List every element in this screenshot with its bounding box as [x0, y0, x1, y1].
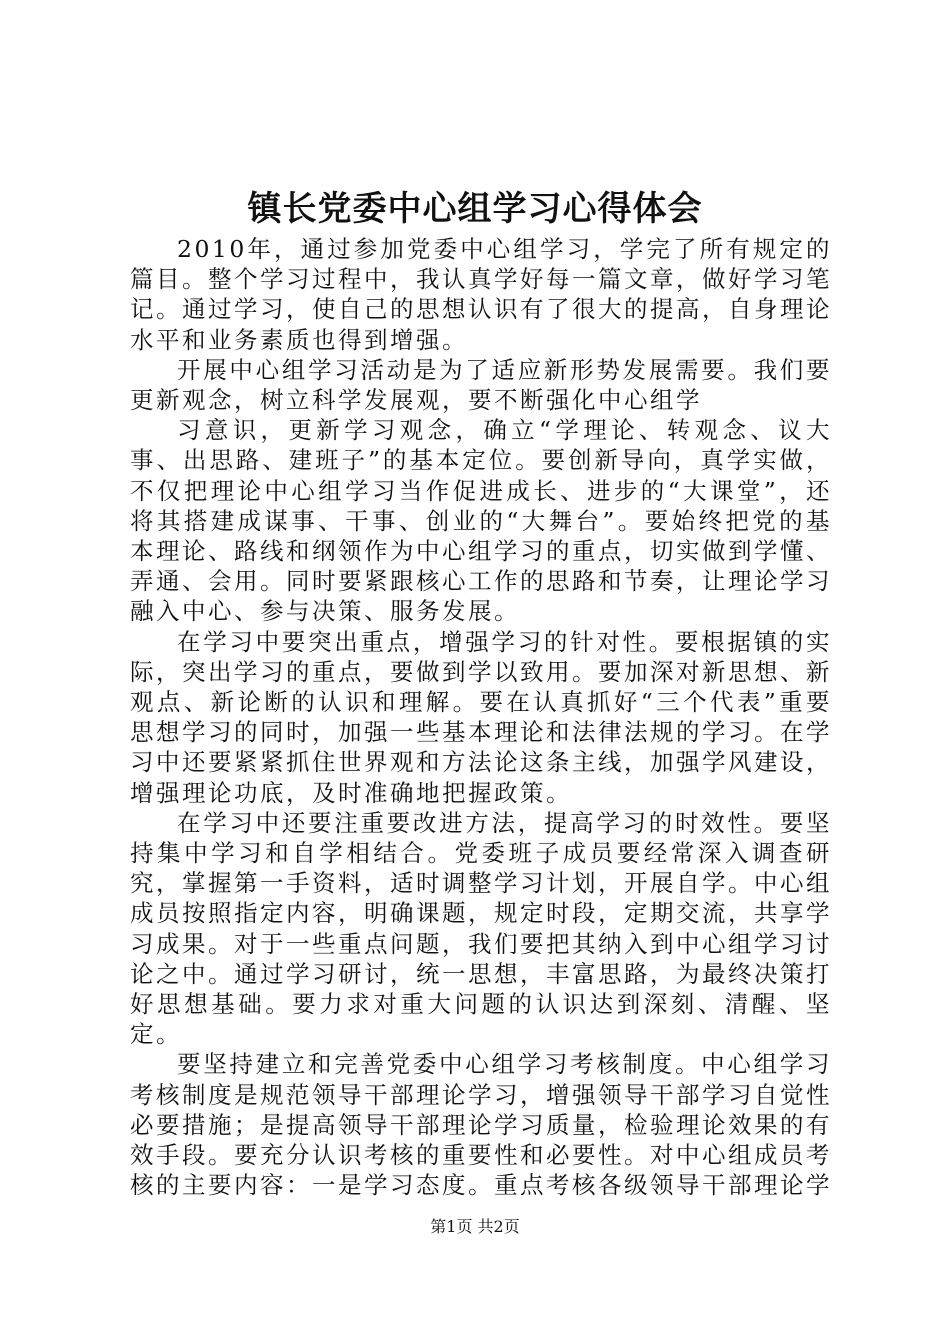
page-number-footer: 第1页 共2页 — [430, 1217, 520, 1236]
paragraph: 开展中心组学习活动是为了适应新形势发展需要。我们要更新观念，树立科学发展观，要不断强化中心组学 — [130, 355, 832, 415]
paragraph: 要坚持建立和完善党委中心组学习考核制度。中心组学习考核制度是规范领导干部理论学习，增强领导干部学习自觉性必要措施；是提高领导干部理论学习质量，检验理论效果的有效手段。要充分认识考核的重要性和必要性。对中心组成员考核的主要内容：一是学习态度。重点考核各级领导干部理论学 — [130, 1050, 832, 1200]
document-title: 镇长党委中心组学习心得体会 — [247, 189, 703, 229]
document-body — [130, 234, 832, 1201]
paragraph: 在学习中要突出重点，增强学习的针对性。要根据镇的实际，突出学习的重点，要做到学以致用。要加深对新思想、新观点、新论断的认识和理解。要在认真抓好“三个代表”重要思想学习的同时，加强一些基本理论和法律法规的学习。在学习中还要紧紧抓住世界观和方法论这条主线，加强学风建设，增强理论功底，及时准确地把握政策。 — [130, 627, 832, 807]
paragraph: 2010年，通过参加党委中心组学习，学完了所有规定的篇目。整个学习过程中，我认真学好每一篇文章，做好学习笔记。通过学习，使自己的思想认识有了很大的提高，自身理论水平和业务素质也得到增强。 — [130, 235, 832, 354]
paragraph: 在学习中还要注重要改进方法，提高学习的时效性。要坚持集中学习和自学相结合。党委班子成员要经常深入调查研究，掌握第一手资料，适时调整学习计划，开展自学。中心组成员按照指定内容，明确课题，规定时段，定期交流，共享学习成果。对于一些重点问题，我们要把其纳入到中心组学习讨论之中。通过学习研讨，统一思想，丰富思路，为最终决策打好思想基础。要力求对重大问题的认识达到深刻、清醒、坚定。 — [130, 808, 832, 1049]
paragraph: 习意识，更新学习观念，确立“学理论、转观念、议大事、出思路、建班子”的基本定位。要创新导向，真学实做，不仅把理论中心组学习当作促进成长、进步的“大课堂”，还将其搭建成谋事、干事、创业的“大舞台”。要始终把党的基本理论、路线和纲领作为中心组学习的重点，切实做到学懂、弄通、会用。同时要紧跟核心工作的思路和节奏，让理论学习融入中心、参与决策、服务发展。 — [130, 416, 832, 626]
